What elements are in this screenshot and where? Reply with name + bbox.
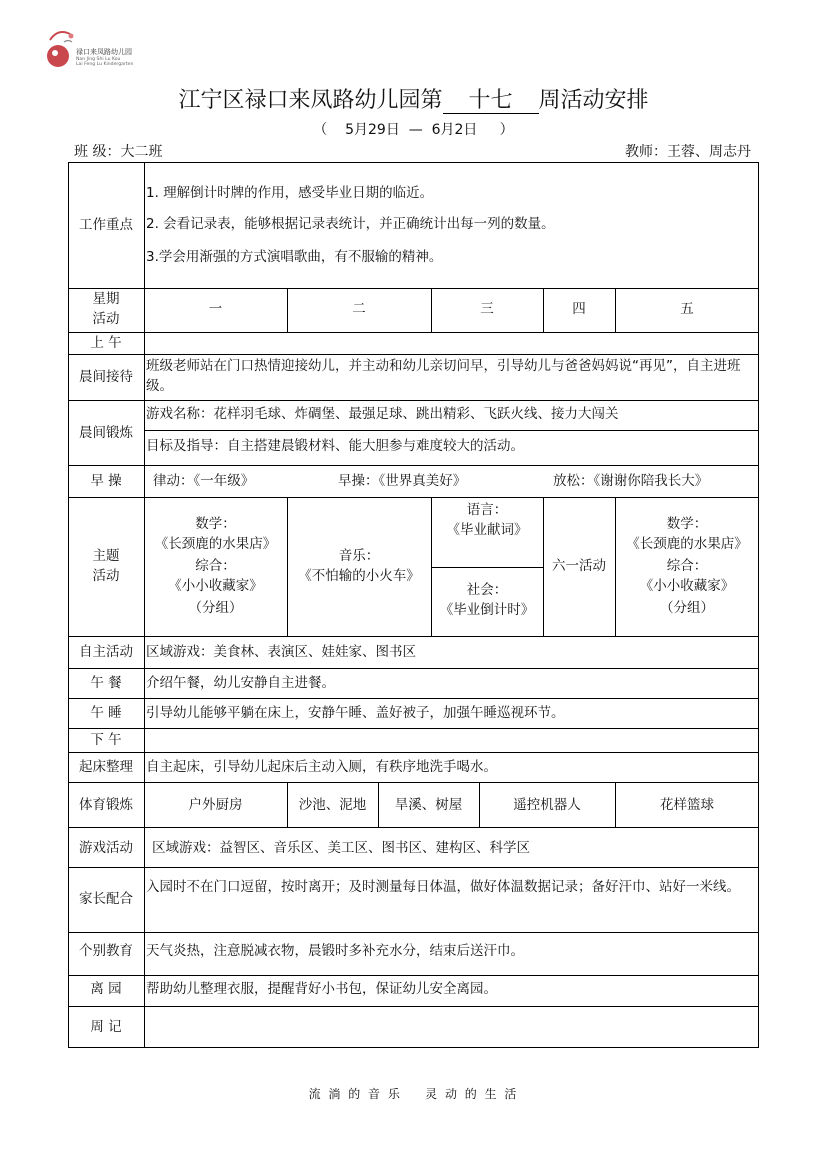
nap-label: 午 睡	[90, 705, 122, 721]
activity-corner-bottom: 活动	[92, 311, 120, 327]
logo-name: 禄口来凤路幼儿园	[76, 48, 132, 56]
wednesday-subject-2: 社会：	[466, 582, 508, 598]
nap-text: 引导幼儿能够平躺在床上，安静午睡、盖好被子，加强午睡巡视环节。	[146, 705, 565, 721]
calisthenics-text: 早操：《世界真美好》	[338, 473, 467, 489]
tuesday-subject: 音乐：	[338, 548, 380, 564]
theme-label-bottom: 活动	[92, 568, 120, 584]
day-thursday: 四	[572, 301, 586, 317]
games-label: 游戏活动	[79, 840, 133, 856]
weekday-corner-top: 星期	[92, 291, 120, 307]
class-label: 班 级：大二班	[74, 144, 163, 160]
title-suffix: 周活动安排	[538, 88, 649, 113]
wednesday-subject-1: 语言：	[466, 502, 508, 518]
friday-subject-1: 数学：	[666, 516, 708, 532]
pe-label: 体育锻炼	[79, 797, 133, 813]
monday-lesson-2: 《小小收藏家》	[168, 578, 263, 594]
day-tuesday: 二	[352, 301, 366, 317]
self-activity-label: 自主活动	[79, 644, 133, 660]
parents-text: 入园时不在门口逗留，按时离开；及时测量每日体温，做好体温数据记录；备好汗巾、站好一米线。	[146, 879, 740, 895]
exercise-goal: 目标及指导：自主搭建晨锻材料、能大胆参与难度较大的活动。	[146, 438, 524, 454]
calisthenics-label: 早 操	[90, 473, 122, 489]
logo-subtitle-1: Nan Jing Shi Lu Kou	[76, 57, 121, 62]
reception-text: 班级老师站在门口热情迎接幼儿，并主动和幼儿亲切问早，引导幼儿与爸爸妈妈说“再见”，自主进班级。	[146, 358, 741, 394]
logo-icon	[44, 26, 78, 70]
lunch-label: 午 餐	[90, 675, 122, 691]
wednesday-lesson-2: 《毕业倒计时》	[439, 602, 535, 618]
tuesday-lesson: 《不怕输的小火车》	[298, 568, 420, 584]
monday-grouping: （分组）	[188, 600, 243, 616]
pe-item-2: 沙池、泥地	[298, 797, 367, 813]
focus-item-3: 3.学会用渐强的方式演唱歌曲，有不服输的精神。	[146, 249, 443, 265]
date-range: （ 5月29日 — 6月2日 ）	[313, 122, 514, 138]
wakeup-label: 起床整理	[79, 759, 133, 775]
pe-item-3: 旱溪、树屋	[394, 797, 463, 813]
pe-item-5: 花样篮球	[660, 797, 714, 813]
individual-label: 个别教育	[79, 943, 133, 959]
logo-subtitle-2: Lai Feng Lu Kindergarten	[76, 62, 134, 67]
friday-lesson-1: 《长颈鹿的水果店》	[626, 536, 748, 552]
morning-label: 上 午	[90, 335, 122, 351]
focus-label: 工作重点	[79, 217, 133, 233]
footer-slogan: 流 淌 的 音 乐 灵 动 的 生 活	[308, 1087, 519, 1101]
reception-label: 晨间接待	[79, 369, 133, 385]
monday-subject-2: 综合：	[195, 558, 236, 574]
friday-lesson-2: 《小小收藏家》	[639, 578, 735, 594]
page-title	[0, 88, 827, 114]
day-wednesday: 三	[480, 301, 494, 317]
kindergarten-logo	[44, 26, 159, 76]
friday-grouping: （分组）	[660, 600, 714, 616]
monday-subject-1: 数学：	[195, 516, 236, 532]
schedule-table	[68, 162, 759, 1048]
exercise-games: 游戏名称：花样羽毛球、炸碉堡、最强足球、跳出精彩、飞跃火线、接力大闯关	[146, 406, 619, 422]
rhythm-text: 律动：《一年级》	[153, 473, 255, 489]
wakeup-text: 自主起床，引导幼儿起床后主动入厕，有秩序地洗手喝水。	[146, 759, 497, 775]
leave-label: 离 园	[90, 981, 122, 997]
exercise-label: 晨间锻炼	[79, 425, 133, 441]
weekly-note-label: 周 记	[90, 1019, 122, 1035]
title-prefix: 江宁区禄口来凤路幼儿园第	[178, 88, 443, 113]
parents-label: 家长配合	[79, 891, 133, 907]
week-number: 十七	[443, 89, 539, 114]
day-monday: 一	[208, 301, 223, 317]
friday-subject-2: 综合：	[666, 558, 708, 574]
lunch-text: 介绍午餐，幼儿安静自主进餐。	[146, 675, 335, 691]
focus-item-1: 1. 理解倒计时牌的作用，感受毕业日期的临近。	[146, 185, 434, 201]
self-activity-text: 区域游戏：美食林、表演区、娃娃家、图书区	[146, 644, 416, 660]
individual-text: 天气炎热，注意脱减衣物，晨锻时多补充水分，结束后送汗巾。	[146, 943, 524, 959]
theme-label-top: 主题	[92, 548, 120, 564]
focus-item-2: 2. 会看记录表，能够根据记录表统计，并正确统计出每一列的数量。	[146, 216, 555, 232]
thursday-activity: 六一活动	[552, 558, 606, 574]
teacher-label: 教师：王蓉、周志丹	[625, 144, 751, 160]
pe-item-1: 户外厨房	[188, 797, 243, 813]
relax-text: 放松：《谢谢你陪我长大》	[553, 473, 709, 489]
day-friday: 五	[680, 301, 694, 317]
leave-text: 帮助幼儿整理衣服，提醒背好小书包，保证幼儿安全离园。	[146, 981, 497, 997]
afternoon-label: 下 午	[90, 732, 122, 748]
monday-lesson-1: 《长颈鹿的水果店》	[154, 536, 277, 552]
wednesday-lesson-1: 《毕业献词》	[446, 522, 528, 538]
games-text: 区域游戏：益智区、音乐区、美工区、图书区、建构区、科学区	[152, 840, 530, 856]
pe-item-4: 遥控机器人	[513, 797, 581, 813]
